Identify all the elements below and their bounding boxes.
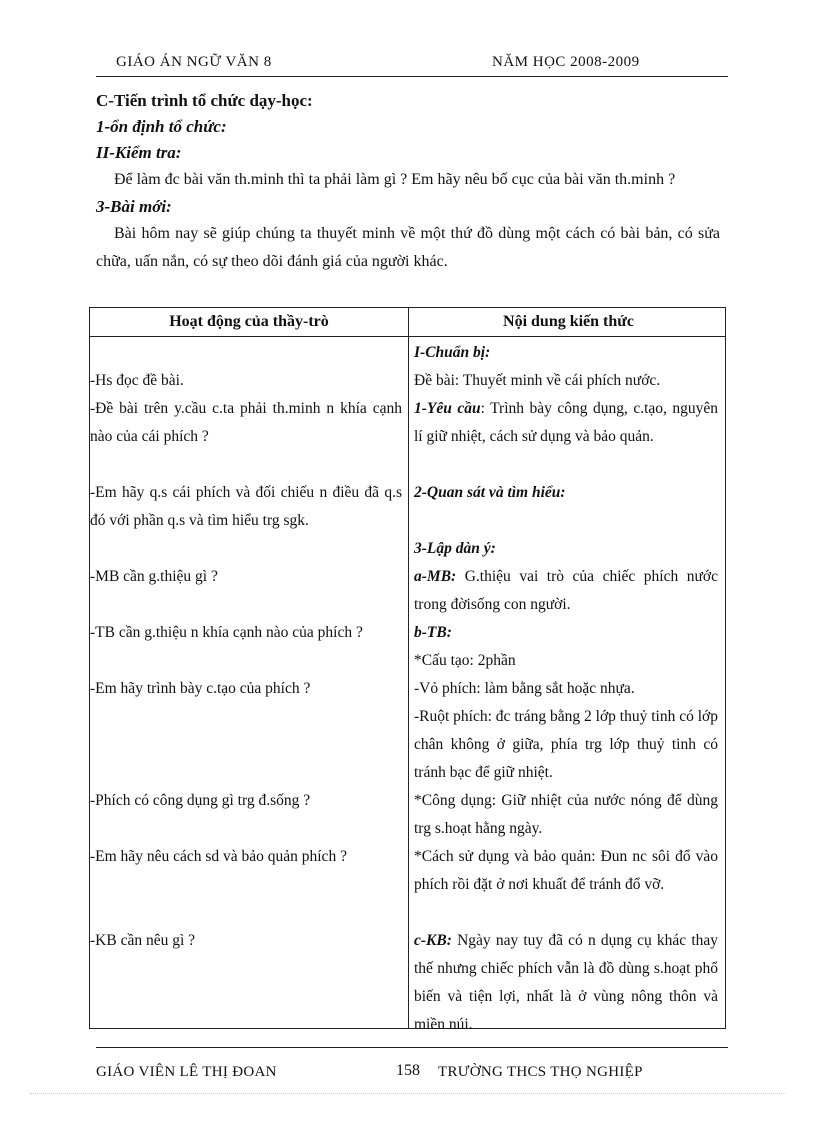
header-subject: GIÁO ÁN NGỮ VĂN 8 [116, 54, 272, 70]
content-topic: Đề bài: Thuyết minh về cái phích nước. [414, 372, 661, 389]
page-footer [96, 1047, 728, 1078]
activity-conclusion: -KB cần nêu gì ? [90, 932, 196, 949]
page-header [96, 46, 728, 77]
content-inner: -Ruột phích: đc tráng bằng 2 lớp thuỷ tinh có lớp chân không ở giữa, phía trg lớp thuỷ tinh có tránh bạc để giữ nhiệt. [414, 708, 718, 781]
new-lesson-text: Bài hôm nay sẽ giúp chúng ta thuyết minh về một thứ đồ dùng một cách có bài bản, có sửa chữa, uấn nắn, có sự theo dõi đánh giá của người khác. [96, 225, 720, 270]
footer-teacher: GIÁO VIÊN LÊ THỊ ĐOAN [96, 1064, 277, 1078]
activity-intro: -MB cần g.thiệu gì ? [90, 568, 218, 585]
content-body: b-TB: [414, 624, 452, 641]
heading-process: C-Tiến trình tổ chức dạy-học: [96, 91, 313, 110]
activity-maintenance: -Em hãy nêu cách sd và bảo quản phích ? [90, 848, 347, 865]
activity-structure: -Em hãy trình bày c.tạo của phích ? [90, 680, 311, 697]
content-structure: *Cấu tạo: 2phần [414, 652, 516, 669]
page-number: 158 [396, 1062, 420, 1078]
activity-usage: -Phích có công dụng gì trg đ.sống ? [90, 792, 311, 809]
content-usage: *Công dụng: Giữ nhiệt của nước nóng để dùng trg s.hoạt hằng ngày. [414, 792, 718, 837]
content-requirements: 1-Yêu cầu: Trình bày công dụng, c.tạo, nguyên lí giữ nhiệt, cách sử dụng và bảo quản. [414, 400, 719, 445]
column-header-activities: Hoạt động của thầy-trò [169, 313, 329, 330]
content-conclusion: c-KB: Ngày nay tuy đã có n dụng cụ khác thay thế nhưng chiếc phích vẫn là đồ dùng s.hoạt phổ biến và tiện lợi, nhất là ở vùng nông thôn và miền núi. [414, 932, 718, 1033]
heading-organize: 1-ổn định tổ chức: [96, 117, 227, 136]
footer-school: TRƯỜNG THCS THỌ NGHIỆP [438, 1064, 643, 1078]
page-edge-rule [30, 1093, 786, 1094]
activity-requirements: -Đề bài trên y.cầu c.ta phải th.minh n khía cạnh nào của cái phích ? [90, 400, 402, 445]
activity-observe: -Em hãy q.s cái phích và đối chiếu n điều đã q.s đó với phần q.s và tìm hiểu trg sgk. [90, 484, 402, 529]
content-shell: -Vỏ phích: làm bằng sắt hoặc nhựa. [414, 680, 635, 697]
column-header-content: Nội dung kiến thức [503, 313, 634, 330]
heading-new-lesson: 3-Bài mới: [96, 197, 172, 216]
content-preparation: I-Chuẩn bị: [414, 344, 491, 361]
lesson-intro [96, 88, 720, 276]
content-intro: a-MB: G.thiệu vai trò của chiếc phích nước trong đờisống con người. [414, 568, 718, 613]
check-question: Để làm đc bài văn th.minh thì ta phải làm gì ? Em hãy nêu bố cục của bài văn th.minh ? [114, 171, 676, 188]
activity-read-topic: -Hs đọc đề bài. [90, 372, 184, 389]
heading-check: II-Kiểm tra: [96, 143, 182, 162]
lesson-table [89, 307, 726, 1033]
header-school-year: NĂM HỌC 2008-2009 [492, 54, 640, 70]
header-row-divider [90, 336, 725, 337]
column-divider [408, 308, 409, 1028]
activity-body: -TB cần g.thiệu n khía cạnh nào của phích ? [90, 624, 363, 641]
content-outline: 3-Lập dàn ý: [414, 540, 496, 557]
content-observe: 2-Quan sát và tìm hiểu: [414, 484, 566, 501]
content-maintenance: *Cách sử dụng và bảo quản: Đun nc sôi đổ vào phích rồi đặt ở nơi khuất để tránh đổ vỡ. [414, 848, 718, 893]
